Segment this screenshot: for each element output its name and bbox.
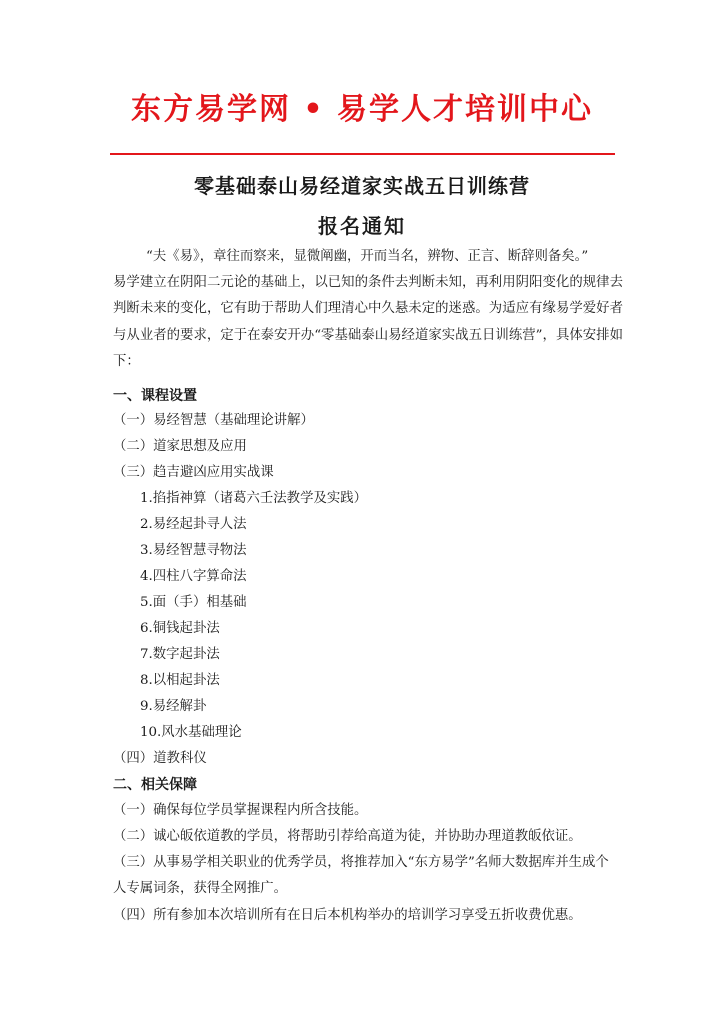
practical-course-item: 7.数字起卦法 — [140, 647, 220, 662]
course-item: （三）趋吉避凶应用实战课 — [113, 465, 274, 480]
guarantee-item: （一）确保每位学员掌握课程内所含技能。 — [113, 803, 368, 818]
intro-paragraph: 易学建立在阴阳二元论的基础上，以已知的条件去判断未知，再利用阴阳变化的规律去判断未来的变化，它有助于帮助人们理清心中久悬未定的迷惑。为适应有缘易学爱好者与从业者的要求，定于在泰安开办“零基础泰山易经道家实战五日训练营”，具体安排如下： — [113, 275, 623, 369]
course-item: （二）道家思想及应用 — [113, 439, 247, 454]
practical-course-item: 10.风水基础理论 — [140, 725, 242, 740]
practical-course-item: 8.以相起卦法 — [140, 673, 220, 688]
brand-header: 东方易学网 • 易学人才培训中心 — [130, 92, 594, 127]
practical-course-item: 5.面（手）相基础 — [140, 595, 247, 610]
guarantee-item: （三）从事易学相关职业的优秀学员，将推荐加入“东方易学”名师大数据库并生成个人专属词条，获得全网推广。 — [113, 855, 609, 896]
practical-course-item: 4.四柱八字算命法 — [140, 569, 247, 584]
document-title: 零基础泰山易经道家实战五日训练营 — [194, 174, 530, 198]
guarantee-item: （四）所有参加本次培训所有在日后本机构举办的培训学习享受五折收费优惠。 — [113, 908, 582, 923]
intro-text — [113, 244, 623, 375]
practical-course-item: 6.铜钱起卦法 — [140, 621, 220, 636]
header-divider — [110, 153, 615, 155]
course-item: （四）道教科仪 — [113, 751, 207, 766]
section-heading-guarantees: 二、相关保障 — [113, 777, 197, 793]
practical-course-item: 3.易经智慧寻物法 — [140, 543, 247, 558]
document-subtitle: 报名通知 — [318, 214, 406, 238]
practical-course-item: 1.掐指神算（诸葛六壬法教学及实践） — [140, 491, 368, 506]
intro-quote: “夫《易》，章往而察来，显微阐幽，开而当名，辨物、正言、断辞则备矣。” — [146, 249, 589, 264]
course-item: （一）易经智慧（基础理论讲解） — [113, 413, 314, 428]
practical-course-item: 9.易经解卦 — [140, 699, 207, 714]
guarantee-item: （二）诚心皈依道教的学员，将帮助引荐给高道为徒，并协助办理道教皈依证。 — [113, 829, 582, 844]
practical-course-item: 2.易经起卦寻人法 — [140, 517, 247, 532]
section-heading-courses: 一、课程设置 — [113, 388, 197, 404]
